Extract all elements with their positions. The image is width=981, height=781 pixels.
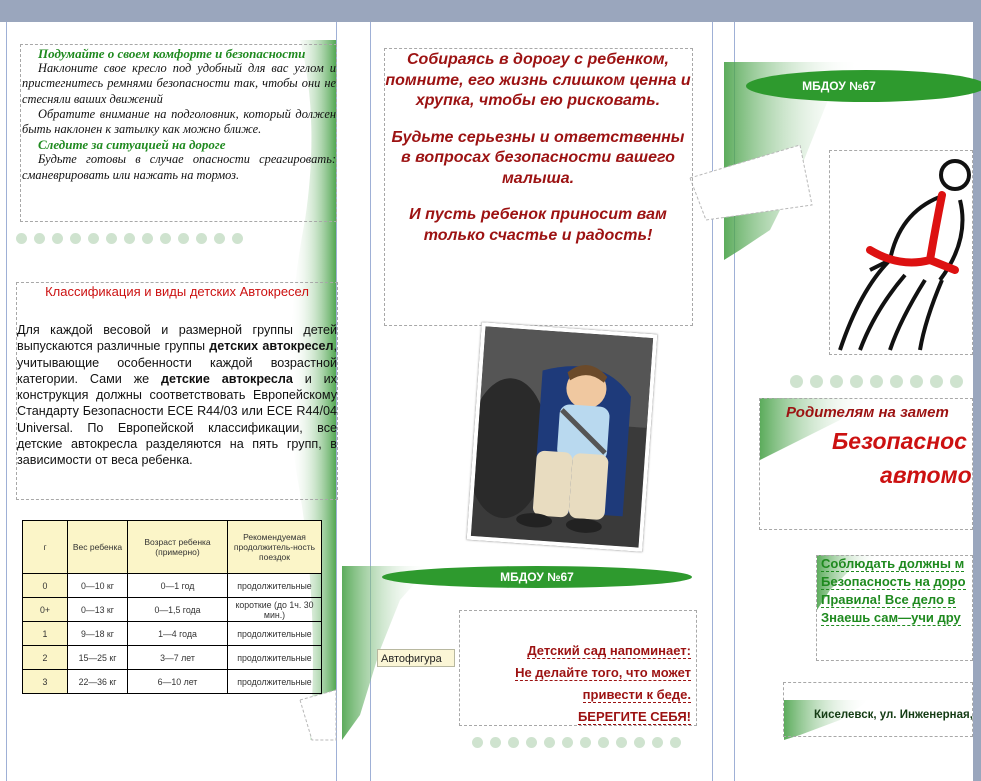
warning-message [385,50,691,326]
weight-group-table [22,520,322,694]
table-cell: 3—7 лет [128,646,228,670]
child-seat-image-icon [471,326,653,547]
table-header-cell: Возраст ребенка (примерно) [128,521,228,574]
table-row [23,574,322,598]
table-cell: 9—18 кг [68,622,128,646]
classification-section [17,284,337,469]
body-bold: детских автокресел [209,339,334,354]
table-cell: 15—25 кг [68,646,128,670]
traffic-rules-list [817,555,973,661]
mbdou-ellipse[interactable]: МБДОУ №67 [382,566,692,588]
situation-paragraph: Будьте готовы в случае опасности среагировать: сманеврировать или нажать на тормоз. [22,152,336,182]
list-item [817,573,973,591]
comfort-heading: Подумайте о своем комфорте и безопасности [38,46,306,61]
classification-title: Классификация и виды детских Автокресел [45,284,309,299]
warning-line: Будьте серьезны и ответственны в вопросах безопасности вашего малыша. [391,128,685,187]
dot-divider [790,375,963,388]
table-header-cell: Вес ребенка [68,521,128,574]
list-item [817,609,973,627]
reminder-line: привести к беде. [582,687,691,702]
table-cell: 6—10 лет [128,670,228,694]
safety-title-line: автомо [880,462,972,488]
table-row [23,646,322,670]
mbdou-ellipse[interactable] [746,70,981,102]
rule-text: Безопасность на доро [821,574,966,589]
body-text: , учитывающие особенности каждой возрастной категории. Сами же [17,339,337,386]
list-item [817,591,973,609]
parents-title [760,398,973,528]
child-car-seat-photo[interactable] [467,322,658,552]
dot-divider [16,233,243,244]
dot-divider [472,737,681,748]
table-cell: 0+ [23,598,68,622]
situation-heading: Следите за ситуацией на дороге [38,137,226,153]
table-header-row [23,521,322,574]
rule-text: Знаешь сам—учи дру [821,610,961,625]
list-item [817,555,973,573]
rule-text: Правила! Все дело в [821,592,956,607]
body-text: Для каждой весовой и размерной группы детей выпускаются различные группы [17,323,337,354]
table-cell: 0 [23,574,68,598]
table-header-cell: г [23,521,68,574]
table-cell: 3 [23,670,68,694]
warning-line: И пусть ребенок приносит вам только счастье и радость! [409,206,667,244]
comfort-text-frame [22,46,336,222]
table-cell: продолжительные [228,646,322,670]
comfort-paragraph: Обратите внимание на подголовник, который должен быть наклонен к затылку как можно ближе. [22,106,336,137]
reminder-line: БЕРЕГИТЕ СЕБЯ! [577,709,691,724]
parents-subtitle: Родителям на замет [786,404,949,421]
table-cell: продолжительные [228,670,322,694]
table-header-cell: Рекомендуемая продолжитель-ность поездок [228,521,322,574]
rule-text: Соблюдать должны м [821,556,965,571]
safety-title-line: Безопаснос [832,428,967,454]
body-text: и их конструкция должны соответствовать Европейскому Стандарту Безопасности ECE R44/03 или ECE R44/04 Universal. По Европейской классификации, все детские автокресла разделяются на пять групп, в зависимости от веса ребенка. [17,371,337,468]
body-bold: детские автокресла [161,371,293,386]
table-cell: 0—1,5 года [128,598,228,622]
table-row [23,622,322,646]
table-cell: короткие (до 1ч. 30 мин.) [228,598,322,622]
table-cell: 22—36 кг [68,670,128,694]
autoshape-tooltip: Автофигура [377,649,455,667]
comfort-paragraph: Наклоните свое кресло под удобный для вас углом и пристегнитесь ремнями безопасности так, чтобы они не стесняли ваших движений [22,61,336,106]
address-frame [784,682,973,737]
address-text: Киселевск, ул. Инженерная, [814,709,973,721]
table-cell: продолжительные [228,622,322,646]
table-cell: 0—13 кг [68,598,128,622]
mbdou-label: МБДОУ №67 [802,79,876,93]
kindergarten-reminder [460,612,697,726]
table-row [23,598,322,622]
table-cell: 1—4 года [128,622,228,646]
reminder-line: Не делайте того, что может [515,665,691,680]
table-cell: 0—10 кг [68,574,128,598]
table-cell: 2 [23,646,68,670]
reminder-line: Детский сад напоминает: [527,643,691,658]
classification-body [17,322,337,469]
warning-line: Собираясь в дорогу с ребенком, помните, его жизнь слишком ценна и хрупка, чтобы ею рисковать. [385,51,691,109]
table-cell: продолжительные [228,574,322,598]
table-cell: 0—1 год [128,574,228,598]
table-row [23,670,322,694]
seat-belt-person-icon [830,150,973,355]
table-cell: 1 [23,622,68,646]
